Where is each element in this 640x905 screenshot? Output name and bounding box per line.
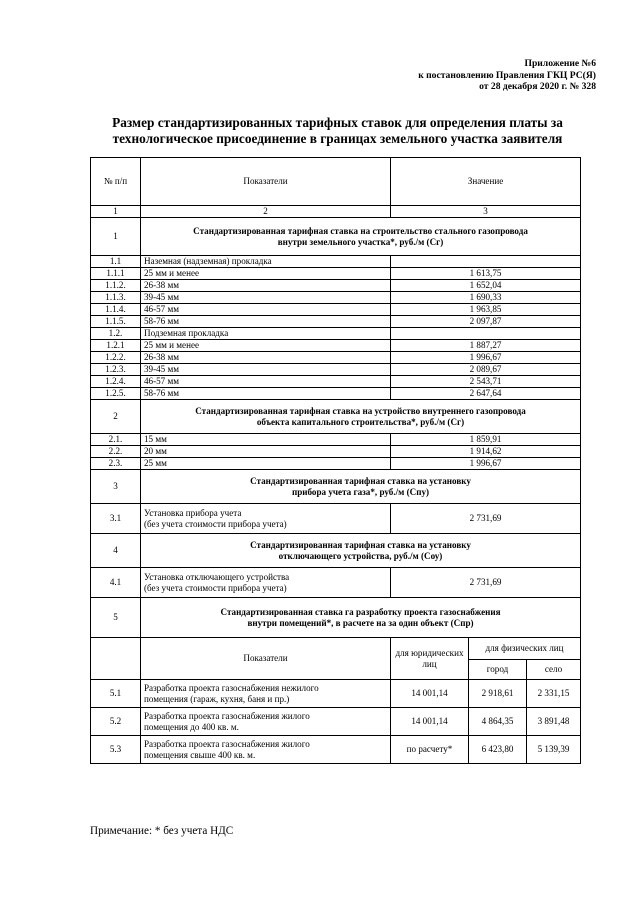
row-label: 26-38 мм (141, 280, 391, 292)
table-row (91, 568, 581, 598)
subheader-physical: для физических лиц (469, 638, 581, 660)
section-title (141, 598, 581, 638)
row-label: 26-38 мм (141, 352, 391, 364)
row-num: 5.2 (91, 708, 141, 736)
subheader-city: город (469, 660, 527, 680)
row-num: 5.1 (91, 680, 141, 708)
row-num: 1.1.3. (91, 292, 141, 304)
colnum-1: 1 (91, 206, 141, 218)
row-label: 39-45 мм (141, 292, 391, 304)
row-value: 2 543,71 (391, 376, 581, 388)
row-label-line-1: Разработка проекта газоснабжения жилого (144, 739, 310, 749)
appendix-line-3: от 28 декабря 2020 г. № 328 (479, 81, 596, 92)
section-title-line-2: отключающего устройства, руб./м (Соу) (278, 550, 443, 561)
row-label-line-1: Разработка проекта газоснабжения жилого (144, 711, 310, 721)
section-row (91, 534, 581, 568)
row-value-empty (391, 328, 581, 340)
subheader-legal: для юридических лиц (391, 638, 469, 680)
row-label: 58-76 мм (141, 316, 391, 328)
subheader-indicator: Показатели (141, 638, 391, 680)
section-title-line-2: внутри помещений*, в расчете на за один объект (Спр) (247, 617, 474, 628)
row-city: 2 918,61 (469, 680, 527, 708)
row-num: 4.1 (91, 568, 141, 598)
header-indicator: Показатели (141, 158, 391, 206)
subheader-row (91, 638, 581, 660)
row-label: 58-76 мм (141, 388, 391, 400)
footnote: Примечание: * без учета НДС (90, 825, 234, 837)
row-num: 5.3 (91, 736, 141, 764)
section-row (91, 218, 581, 256)
row-value: 1 859,91 (391, 434, 581, 446)
section-row (91, 400, 581, 434)
row-label: 25 мм и менее (141, 268, 391, 280)
row-value: 1 690,33 (391, 292, 581, 304)
row-value: 1 963,85 (391, 304, 581, 316)
table-row (91, 434, 581, 446)
row-num: 2.2. (91, 446, 141, 458)
subsection-row (91, 328, 581, 340)
table-row (91, 304, 581, 316)
table-row (91, 280, 581, 292)
row-label: Наземная (надземная) прокладка (141, 256, 391, 268)
table-row (91, 504, 581, 534)
table-row (91, 388, 581, 400)
row-label: 25 мм и менее (141, 340, 391, 352)
row-num: 1.2.1 (91, 340, 141, 352)
header-value: Значение (391, 158, 581, 206)
table-row (91, 364, 581, 376)
row-value: 1 887,27 (391, 340, 581, 352)
title-line-2: технологическое присоединение в границах земельного участка заявителя (112, 131, 563, 146)
row-value: 1 914,62 (391, 446, 581, 458)
section-title-line-1: Стандартизированная ставка га разработку проекта газоснабжения (220, 607, 501, 617)
appendix-line-2: к постановлению Правления ГКЦ РС(Я) (418, 69, 596, 81)
row-city: 6 423,80 (469, 736, 527, 764)
appendix-header (336, 58, 596, 93)
row-num: 1.2. (91, 328, 141, 340)
table-row (91, 446, 581, 458)
row-value: 2 731,69 (391, 568, 581, 598)
table-header-row (91, 158, 581, 206)
row-label-line-2: (без учета стоимости прибора учета) (144, 518, 287, 529)
row-village: 2 331,15 (527, 680, 581, 708)
section-title-line-2: объекта капитального строительства*, руб./м (Сг) (256, 416, 465, 427)
section-title-line-1: Стандартизированная тарифная ставка на установку (250, 476, 471, 486)
row-value: 2 097,87 (391, 316, 581, 328)
table-row (91, 376, 581, 388)
row-label: 46-57 мм (141, 376, 391, 388)
section-title (141, 534, 581, 568)
row-label: 25 мм (141, 458, 391, 470)
row-label: 15 мм (141, 434, 391, 446)
table-row (91, 340, 581, 352)
section-title-line-1: Стандартизированная тарифная ставка на установку (250, 540, 471, 550)
colnum-3: 3 (391, 206, 581, 218)
row-legal: по расчету* (391, 736, 469, 764)
table-row (91, 708, 581, 736)
row-label-line-2: помещения (гараж, кухня, баня и пр.) (144, 693, 290, 704)
row-village: 3 891,48 (527, 708, 581, 736)
row-num: 1.2.5. (91, 388, 141, 400)
section-title-line-1: Стандартизированная тарифная ставка на устройство внутреннего газопровода (195, 406, 526, 416)
section-title-line-2: внутри земельного участка*, руб./м (Сг) (277, 236, 444, 247)
row-label-line-2: помещения свыше 400 кв. м. (144, 749, 256, 760)
row-label (141, 568, 391, 598)
row-num: 3.1 (91, 504, 141, 534)
subheader-num-empty (91, 638, 141, 680)
row-label-line-1: Установка прибора учета (144, 508, 242, 518)
table-row (91, 292, 581, 304)
title-line-1: Размер стандартизированных тарифных ставок для определения платы за (112, 115, 563, 130)
row-label (141, 708, 391, 736)
section-num: 4 (91, 534, 141, 568)
row-value: 1 613,75 (391, 268, 581, 280)
section-num: 2 (91, 400, 141, 434)
row-label-line-1: Установка отключающего устройства (144, 572, 290, 582)
appendix-line-1: Приложение №6 (524, 58, 596, 69)
row-value: 2 647,64 (391, 388, 581, 400)
document-title (85, 115, 590, 147)
colnum-2: 2 (141, 206, 391, 218)
row-label-line-2: (без учета стоимости прибора учета) (144, 582, 287, 593)
table-row (91, 680, 581, 708)
section-row (91, 470, 581, 504)
row-num: 1.1.2. (91, 280, 141, 292)
row-label: Подземная прокладка (141, 328, 391, 340)
row-value: 1 652,04 (391, 280, 581, 292)
row-city: 4 864,35 (469, 708, 527, 736)
table-row (91, 736, 581, 764)
header-num: № п/п (91, 158, 141, 206)
row-value: 1 996,67 (391, 458, 581, 470)
row-legal: 14 001,14 (391, 680, 469, 708)
table-row (91, 458, 581, 470)
row-value: 2 731,69 (391, 504, 581, 534)
row-label: 39-45 мм (141, 364, 391, 376)
section-row (91, 598, 581, 638)
row-num: 1.1.5. (91, 316, 141, 328)
subheader-village: село (527, 660, 581, 680)
row-label (141, 504, 391, 534)
row-label: 20 мм (141, 446, 391, 458)
row-num: 2.3. (91, 458, 141, 470)
section-num: 1 (91, 218, 141, 256)
table-row (91, 352, 581, 364)
section-title (141, 400, 581, 434)
row-village: 5 139,39 (527, 736, 581, 764)
table-row (91, 268, 581, 280)
subsection-row (91, 256, 581, 268)
row-label-line-1: Разработка проекта газоснабжения нежилого (144, 683, 319, 693)
section-title (141, 218, 581, 256)
section-title-line-1: Стандартизированная тарифная ставка на строительство стального газопровода (193, 226, 528, 236)
row-num: 1.1.4. (91, 304, 141, 316)
section-num: 3 (91, 470, 141, 504)
section-title (141, 470, 581, 504)
row-legal: 14 001,14 (391, 708, 469, 736)
row-num: 1.2.4. (91, 376, 141, 388)
row-num: 1.2.2. (91, 352, 141, 364)
section-num: 5 (91, 598, 141, 638)
row-num: 2.1. (91, 434, 141, 446)
column-numbers-row (91, 206, 581, 218)
row-label-line-2: помещения до 400 кв. м. (144, 721, 239, 732)
tariff-table (90, 157, 581, 764)
row-num: 1.1.1 (91, 268, 141, 280)
row-num: 1.2.3. (91, 364, 141, 376)
row-label (141, 736, 391, 764)
row-value-empty (391, 256, 581, 268)
row-value: 2 089,67 (391, 364, 581, 376)
row-label: 46-57 мм (141, 304, 391, 316)
row-value: 1 996,67 (391, 352, 581, 364)
section-title-line-2: прибора учета газа*, руб./м (Спу) (291, 486, 430, 497)
row-num: 1.1 (91, 256, 141, 268)
row-label (141, 680, 391, 708)
table-row (91, 316, 581, 328)
